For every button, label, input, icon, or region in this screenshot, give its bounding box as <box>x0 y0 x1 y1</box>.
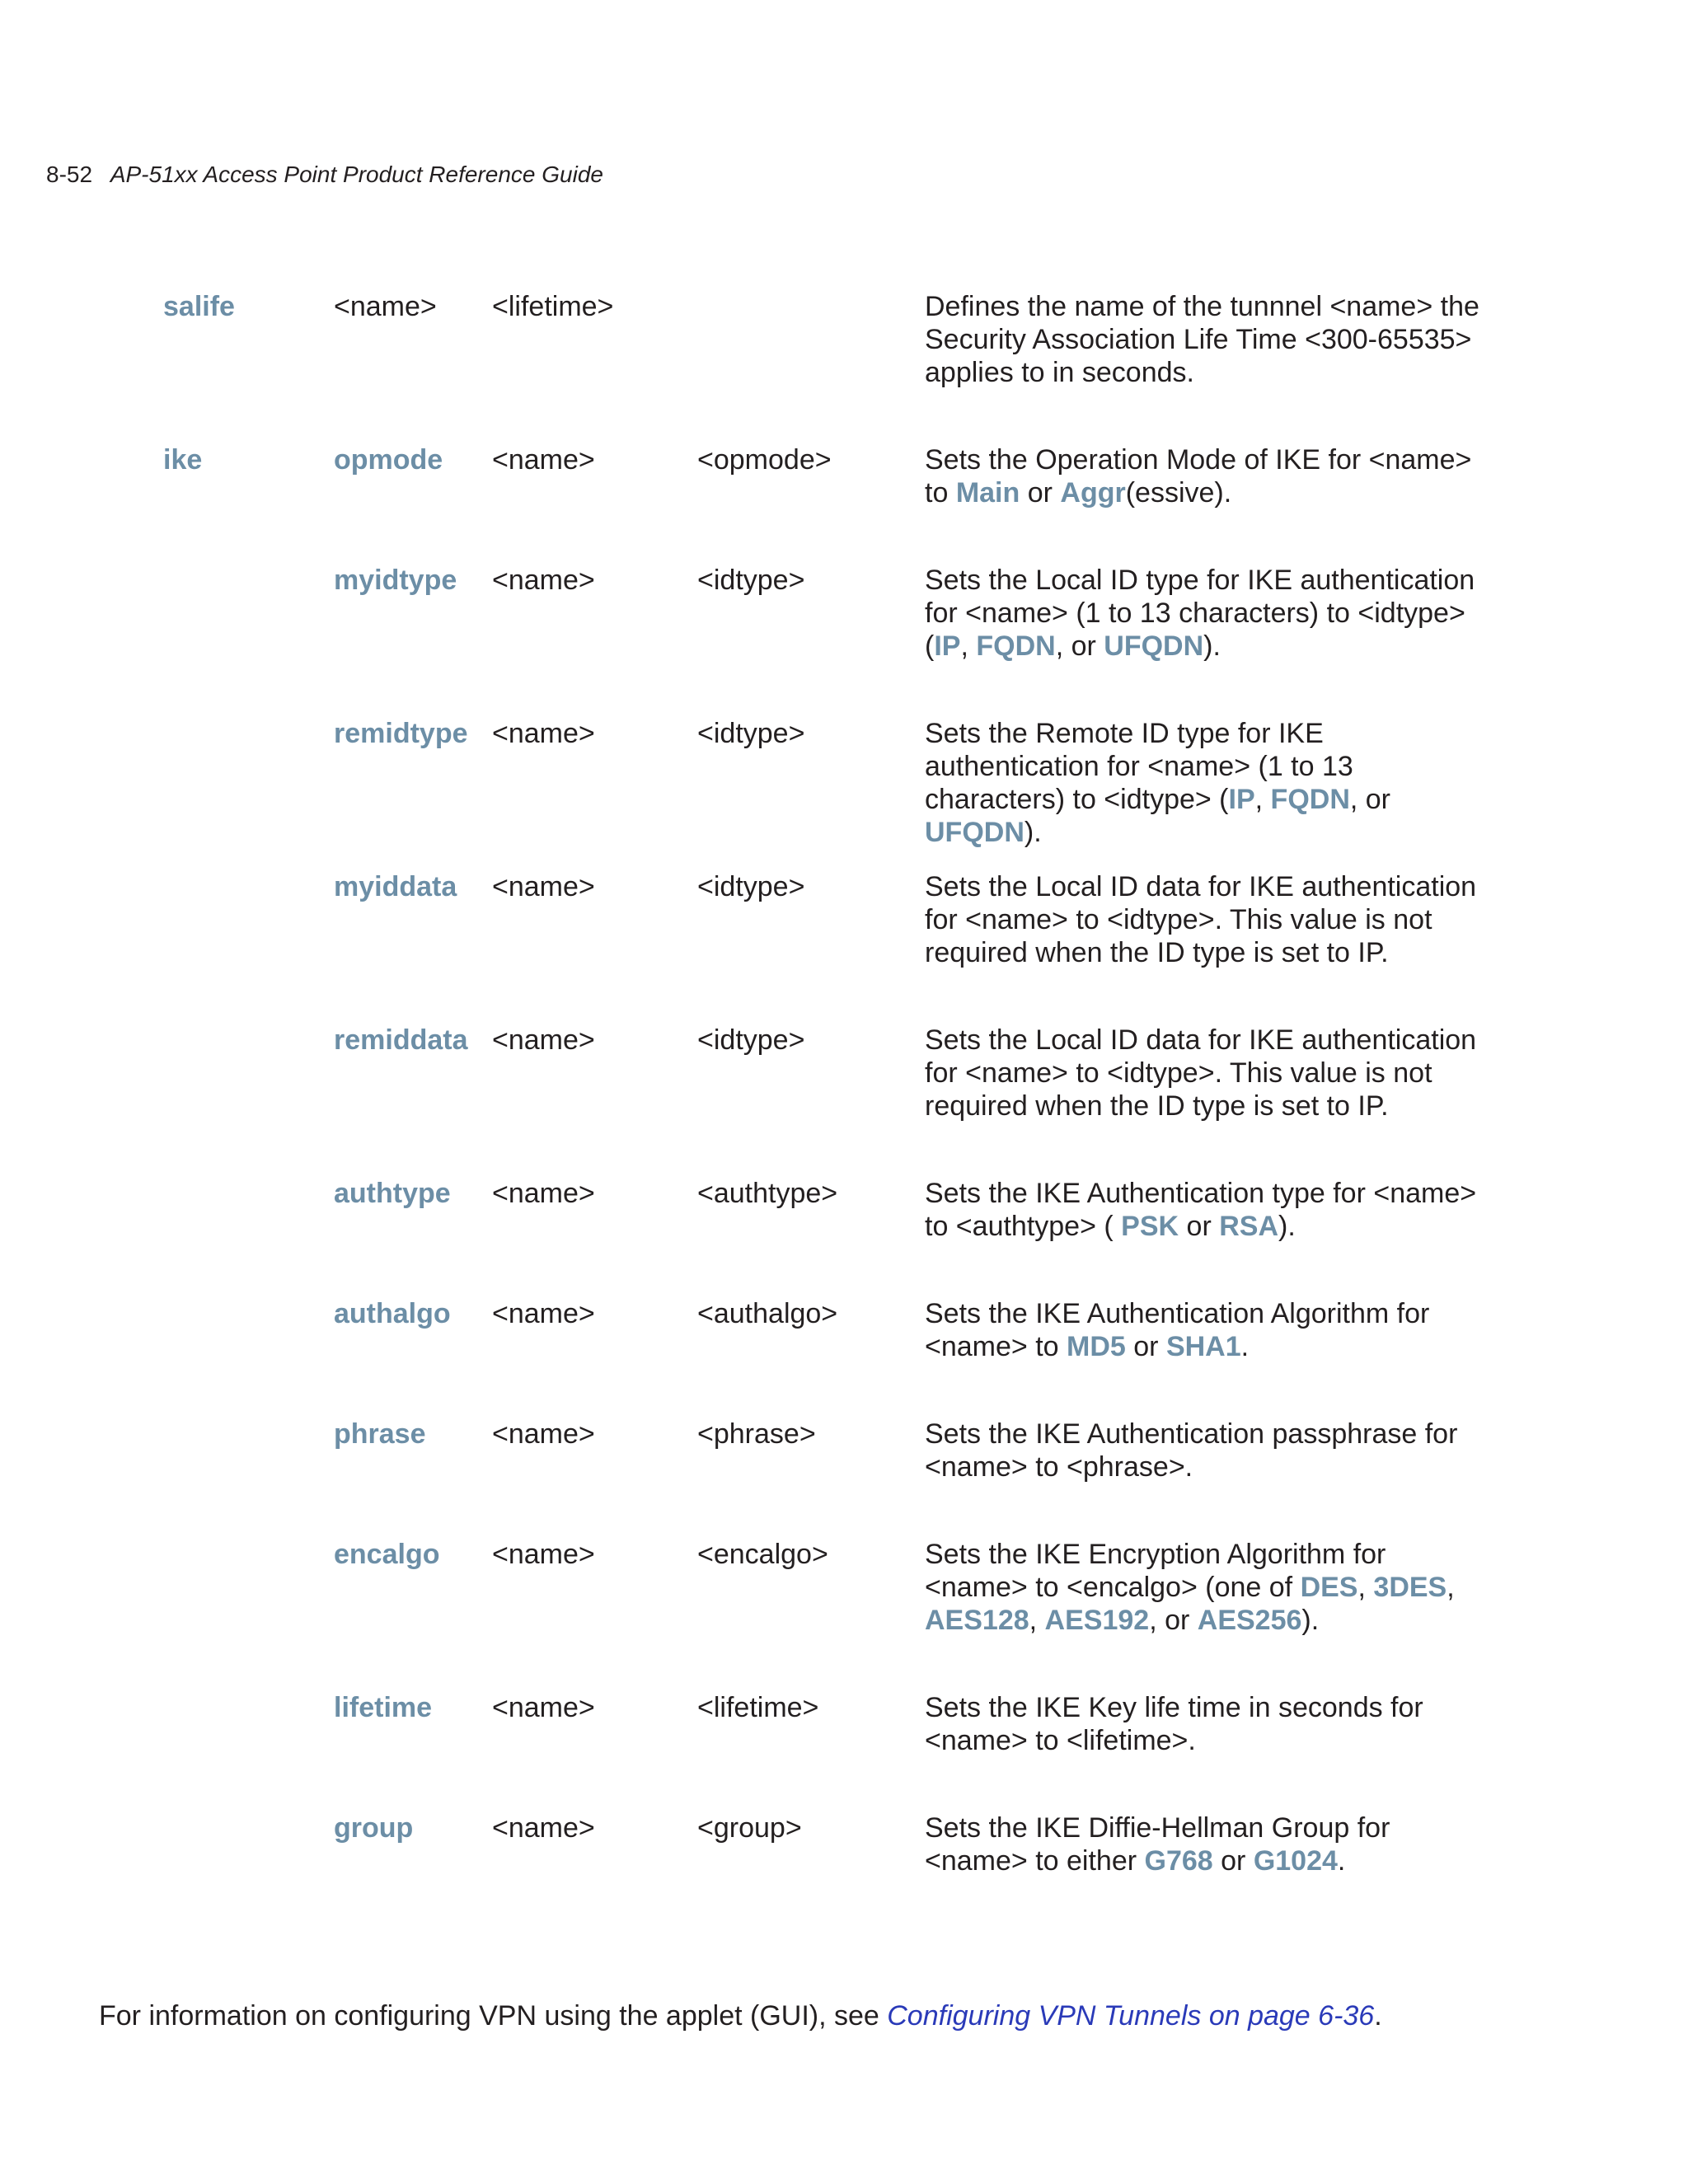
highlighted-value: UFQDN <box>925 817 1025 848</box>
description-text: . <box>1240 1331 1250 1362</box>
description-text: Sets the Operation Mode of IKE for <name> to <box>925 444 1472 509</box>
command-description <box>925 290 1485 389</box>
highlighted-value: FQDN <box>976 630 1056 662</box>
highlighted-value: PSK <box>1121 1211 1179 1242</box>
footer-note <box>99 1999 1382 2032</box>
command-description <box>925 1418 1485 1483</box>
description-text: Defines the name of the tunnnel <name> the Security Association Life Time <300-65535> applies to in seconds. <box>925 291 1479 388</box>
highlighted-value: FQDN <box>1270 784 1350 815</box>
command-description <box>925 443 1485 509</box>
page-number: 8-52 <box>46 162 93 187</box>
description-text: , or <box>1349 784 1390 815</box>
description-text: Sets the Local ID data for IKE authentication for <name> to <idtype>. This value is not required when the ID type is set to IP. <box>925 871 1477 968</box>
highlighted-value: IP <box>934 630 961 662</box>
command-argument: <authalgo> <box>697 1298 838 1329</box>
footer-text: For information on configuring VPN using the applet (GUI), see <box>99 2000 888 2032</box>
command-argument: <name> <box>492 718 595 749</box>
command-argument: <phrase> <box>697 1418 816 1450</box>
highlighted-value: G1024 <box>1253 1845 1338 1877</box>
description-text: ). <box>1024 817 1042 848</box>
cross-reference-link[interactable]: Configuring VPN Tunnels on page 6-36 <box>887 2000 1375 2032</box>
command-description <box>925 1024 1485 1122</box>
command-keyword: authalgo <box>334 1298 451 1329</box>
command-description <box>925 1538 1485 1637</box>
highlighted-value: DES <box>1300 1572 1358 1603</box>
command-argument: <name> <box>492 1692 595 1723</box>
description-text: (essive). <box>1125 477 1232 509</box>
command-argument: <idtype> <box>697 718 805 749</box>
command-keyword: authtype <box>334 1178 451 1209</box>
footer-end: . <box>1374 2000 1382 2032</box>
command-argument: <lifetime> <box>697 1692 819 1723</box>
description-text: Sets the IKE Authentication Algorithm for <name> to <box>925 1298 1430 1362</box>
command-description <box>925 1297 1485 1363</box>
command-keyword: salife <box>163 291 235 322</box>
command-argument: <name> <box>334 291 437 322</box>
command-argument: <idtype> <box>697 871 805 902</box>
highlighted-value: AES128 <box>925 1605 1029 1636</box>
command-argument: <authtype> <box>697 1178 838 1209</box>
description-text: , <box>960 630 977 662</box>
description-text: Sets the IKE Authentication type for <name> to <authtype> ( <box>925 1178 1477 1242</box>
highlighted-value: Aggr <box>1060 477 1126 509</box>
command-keyword: group <box>334 1812 414 1844</box>
command-keyword: encalgo <box>334 1539 440 1570</box>
description-text: Sets the IKE Encryption Algorithm for <name> to <encalgo> (one of <box>925 1539 1386 1603</box>
description-text: or <box>1212 1845 1254 1877</box>
command-argument: <name> <box>492 565 595 596</box>
command-argument: <idtype> <box>697 1024 805 1056</box>
highlighted-value: RSA <box>1219 1211 1279 1242</box>
command-description <box>925 564 1485 663</box>
description-text: , <box>1357 1572 1374 1603</box>
command-keyword: myidtype <box>334 565 457 596</box>
command-keyword: lifetime <box>334 1692 433 1723</box>
command-keyword: phrase <box>334 1418 426 1450</box>
page-header <box>46 162 603 188</box>
description-text: , or <box>1055 630 1104 662</box>
highlighted-value: G768 <box>1144 1845 1213 1877</box>
description-text: Sets the IKE Key life time in seconds for <name> to <lifetime>. <box>925 1692 1423 1756</box>
description-text: , <box>1254 784 1271 815</box>
description-text: Sets the Local ID data for IKE authentication for <name> to <idtype>. This value is not required when the ID type is set to IP. <box>925 1024 1477 1122</box>
command-keyword: remidtype <box>334 718 468 749</box>
command-keyword: opmode <box>334 444 443 476</box>
highlighted-value: 3DES <box>1373 1572 1447 1603</box>
command-argument: <encalgo> <box>697 1539 828 1570</box>
description-text: or <box>1125 1331 1166 1362</box>
command-argument: <name> <box>492 1812 595 1844</box>
description-text: Sets the Remote ID type for IKE authentication for <name> (1 to 13 characters) to <idtype> ( <box>925 718 1353 815</box>
command-argument: <name> <box>492 871 595 902</box>
description-text: ). <box>1203 630 1221 662</box>
command-argument: <opmode> <box>697 444 832 476</box>
description-text: ). <box>1278 1211 1296 1242</box>
highlighted-value: Main <box>955 477 1020 509</box>
command-description <box>925 870 1485 969</box>
guide-title: AP-51xx Access Point Product Reference Guide <box>110 162 603 187</box>
highlighted-value: AES256 <box>1197 1605 1302 1636</box>
highlighted-value: SHA1 <box>1165 1331 1241 1362</box>
highlighted-value: IP <box>1228 784 1255 815</box>
command-argument: <name> <box>492 1418 595 1450</box>
command-argument: <lifetime> <box>492 291 614 322</box>
description-text: or <box>1179 1211 1220 1242</box>
command-description <box>925 717 1485 849</box>
description-text: , <box>1029 1605 1045 1636</box>
command-description <box>925 1811 1485 1877</box>
command-argument: <name> <box>492 1539 595 1570</box>
description-text: Sets the Local ID type for IKE authentication for <name> (1 to 13 characters) to <idtype> ( <box>925 565 1475 662</box>
highlighted-value: UFQDN <box>1104 630 1204 662</box>
description-text: or <box>1020 477 1061 509</box>
description-text: , or <box>1149 1605 1198 1636</box>
command-argument: <name> <box>492 1298 595 1329</box>
description-text: ). <box>1301 1605 1320 1636</box>
command-keyword: remiddata <box>334 1024 468 1056</box>
description-text: Sets the IKE Diffie-Hellman Group for <name> to either <box>925 1812 1390 1877</box>
description-text: Sets the IKE Authentication passphrase for <name> to <phrase>. <box>925 1418 1458 1483</box>
command-argument: <group> <box>697 1812 802 1844</box>
command-keyword: myiddata <box>334 871 457 902</box>
command-argument: <name> <box>492 444 595 476</box>
description-text: , <box>1447 1572 1455 1603</box>
command-argument: <name> <box>492 1024 595 1056</box>
command-description <box>925 1177 1485 1243</box>
highlighted-value: AES192 <box>1044 1605 1150 1636</box>
command-description <box>925 1691 1485 1757</box>
command-keyword: ike <box>163 444 203 476</box>
highlighted-value: MD5 <box>1067 1331 1126 1362</box>
command-argument: <idtype> <box>697 565 805 596</box>
command-argument: <name> <box>492 1178 595 1209</box>
description-text: . <box>1337 1845 1346 1877</box>
